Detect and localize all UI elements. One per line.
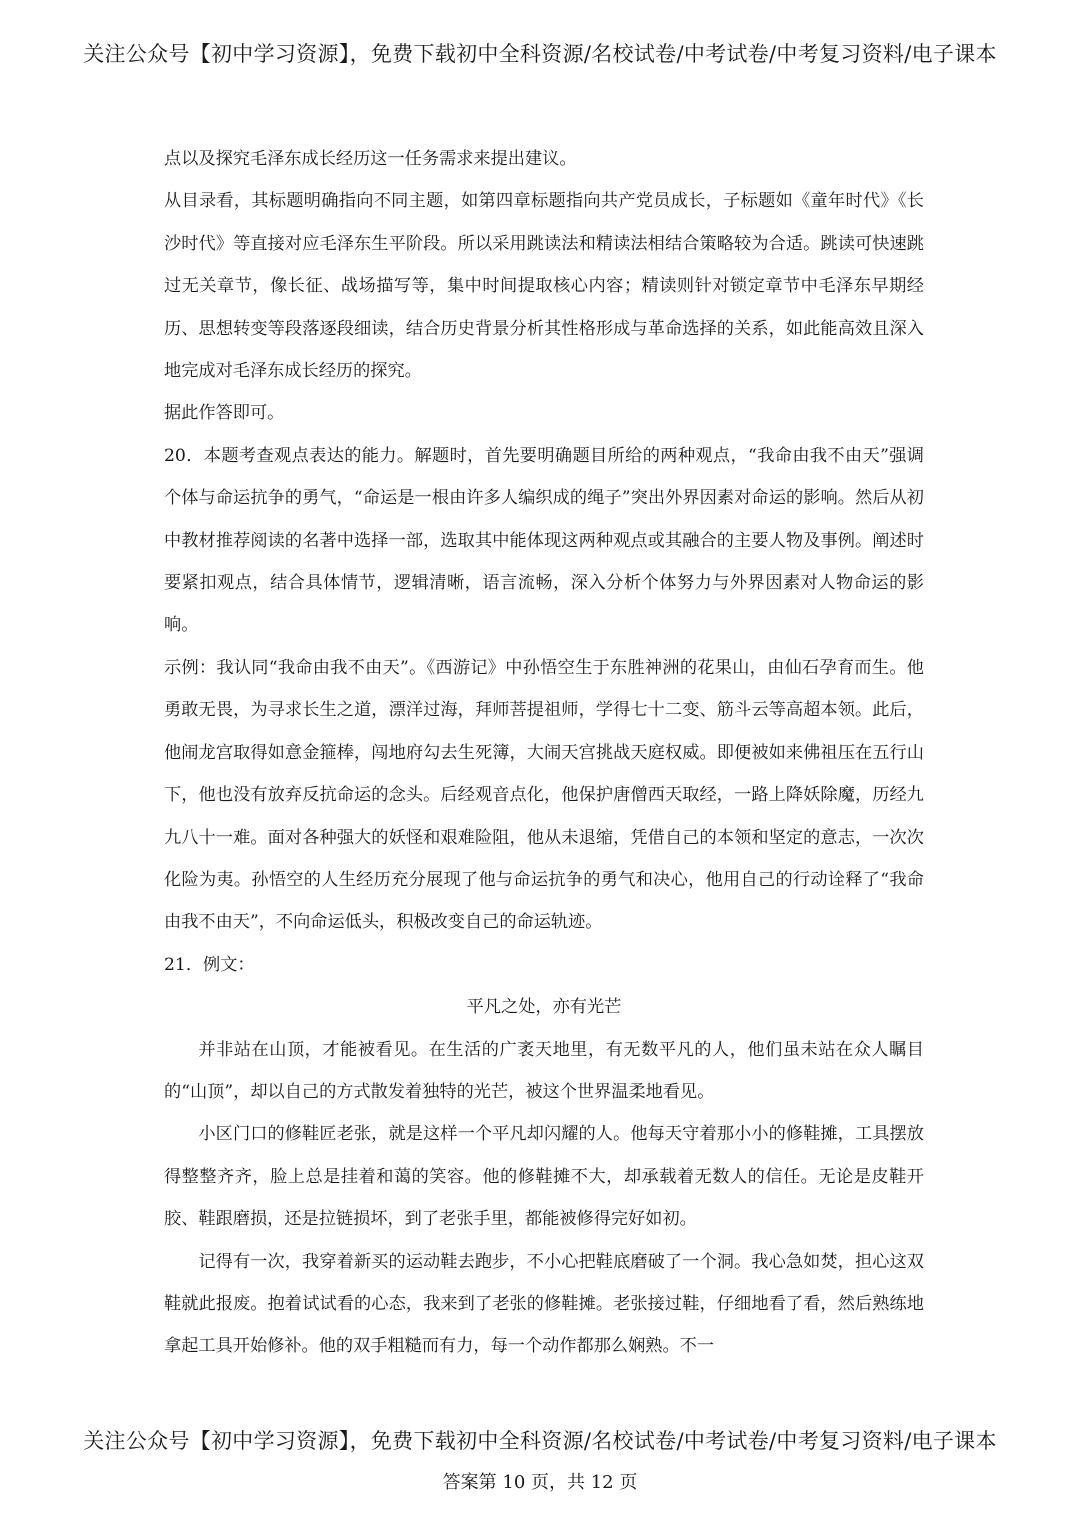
paragraph-answer-note: 据此作答即可。	[164, 403, 285, 424]
footer-banner: 关注公众号【初中学习资源】，免费下载初中全科资源/名校试卷/中考试卷/中考复习资料/电子课本	[83, 1429, 997, 1453]
paragraph-toc-analysis: 从目录看，其标题明确指向不同主题，如第四章标题指向共产党员成长，子标题如《童年时代》《长沙时代》等直接对应毛泽东生平阶段。所以采用跳读法和精读法相结合策略较为合适。跳读可快速跳过无关章节，像长征、战场描写等，集中时间提取核心内容；精读则针对锁定章节中毛泽东早期经历、思想转变等段落逐段细读，结合历史背景分析其性格形成与革命选择的关系，如此能高效且深入地完成对毛泽东成长经历的探究。	[164, 191, 924, 382]
paragraph-q20-example: 示例：我认同“我命由我不由天”。《西游记》中孙悟空生于东胜神洲的花果山，由仙石孕育而生。他勇敢无畏，为寻求长生之道，漂洋过海，拜师菩提祖师，学得七十二变、筋斗云等高超本领。此后，他闹龙宫取得如意金箍棒，闯地府勾去生死簿，大闹天宫挑战天庭权威。即便被如来佛祖压在五行山下，他也没有放弃反抗命运的念头。后经观音点化，他保护唐僧西天取经，一路上降妖除魔，历经九九八十一难。面对各种强大的妖怪和艰难险阻，他从未退缩，凭借自己的本领和坚定的意志，一次次化险为夷。孙悟空的人生经历充分展现了他与命运抗争的勇气和决心，他用自己的行动诠释了“我命由我不由天”，不向命运低头，积极改变自己的命运轨迹。	[164, 657, 924, 933]
essay-paragraph: 小区门口的修鞋匠老张，就是这样一个平凡却闪耀的人。他每天守着那小小的修鞋摊，工具摆放得整整齐齐，脸上总是挂着和蔼的笑容。他的修鞋摊不大，却承载着无数人的信任。无论是皮鞋开胶、鞋跟磨损，还是拉链损坏，到了老张手里，都能被修得完好如初。	[164, 1124, 924, 1230]
essay-paragraph: 并非站在山顶，才能被看见。在生活的广袤天地里，有无数平凡的人，他们虽未站在众人瞩目的“山顶”，却以自己的方式散发着独特的光芒，被这个世界温柔地看见。	[164, 1039, 924, 1102]
page-number: 答案第 10 页，共 12 页	[442, 1472, 638, 1493]
header-banner: 关注公众号【初中学习资源】，免费下载初中全科资源/名校试卷/中考试卷/中考复习资料/电子课本	[83, 42, 997, 66]
essay-paragraph: 记得有一次，我穿着新买的运动鞋去跑步，不小心把鞋底磨破了一个洞。我心急如焚，担心这双鞋就此报废。抱着试试看的心态，我来到了老张的修鞋摊。老张接过鞋，仔细地看了看，然后熟练地拿起工具开始修补。他的双手粗糙而有力，每一个动作都那么娴熟。不一	[164, 1251, 924, 1357]
answer-content	[164, 138, 924, 1368]
paragraph-q21-label: 21．例文：	[164, 954, 255, 975]
paragraph-continuation: 点以及探究毛泽东成长经历这一任务需求来提出建议。	[164, 149, 577, 169]
essay-title: 平凡之处，亦有光芒	[466, 997, 622, 1018]
paragraph-q20-analysis: 20．本题考查观点表达的能力。解题时，首先要明确题目所给的两种观点，“我命由我不由天”强调个体与命运抗争的勇气，“命运是一根由许多人编织成的绳子”突出外界因素对命运的影响。然后从初中教材推荐阅读的名著中选择一部，选取其中能体现这两种观点或其融合的主要人物及事例。阐述时要紧扣观点，结合具体情节，逻辑清晰，语言流畅，深入分析个体努力与外界因素对人物命运的影响。	[164, 445, 924, 636]
